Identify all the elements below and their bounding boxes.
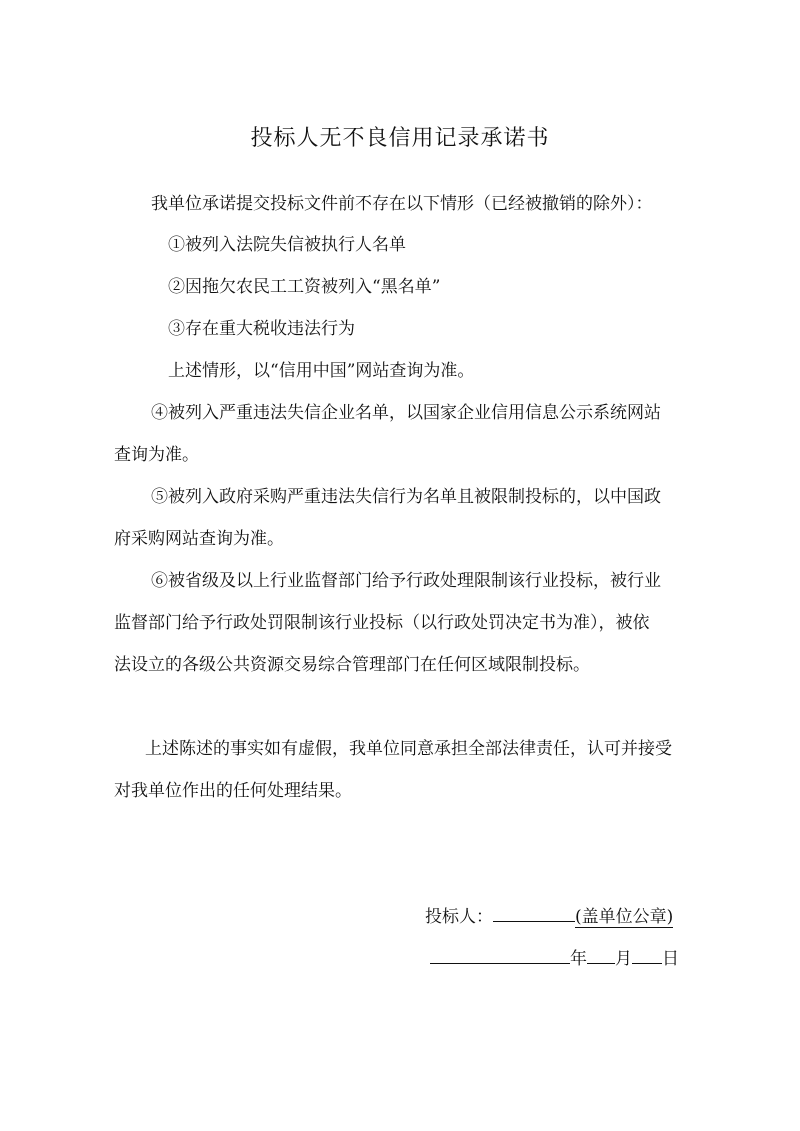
closing-line-2: 对我单位作出的任何处理结果。 [114, 781, 352, 801]
year-blank[interactable] [430, 945, 570, 964]
item-2: ②因拖欠农民工工资被列入“黑名单” [168, 277, 441, 297]
item-6-line-1: ⑥被省级及以上行业监督部门给予行政处理限制该行业投标，被行业 [151, 571, 661, 591]
closing-line-1: 上述陈述的事实如有虚假，我单位同意承担全部法律责任，认可并接受 [145, 739, 672, 759]
month-label: 月 [615, 949, 632, 969]
bidder-name-blank[interactable] [493, 903, 575, 922]
item-5-line-2: 府采购网站查询为准。 [114, 529, 284, 549]
bidder-label: 投标人： [425, 907, 493, 927]
note-items-1-3: 上述情形，以“信用中国”网站查询为准。 [168, 361, 475, 381]
year-label: 年 [570, 949, 587, 969]
item-6-line-3: 法设立的各级公共资源交易综合管理部门在任何区域限制投标。 [114, 655, 590, 675]
month-blank[interactable] [587, 945, 615, 964]
item-3: ③存在重大税收违法行为 [168, 319, 355, 339]
day-blank[interactable] [632, 945, 662, 964]
item-6-line-2: 监督部门给予行政处罚限制该行业投标（以行政处罚决定书为准），被依 [114, 613, 650, 633]
seal-note: (盖单位公章) [575, 907, 674, 927]
date-row [430, 945, 679, 971]
document-title: 投标人无不良信用记录承诺书 [250, 126, 550, 151]
bidder-signature-row [425, 903, 673, 929]
item-1: ①被列入法院失信被执行人名单 [168, 235, 406, 255]
item-5-line-1: ⑤被列入政府采购严重违法失信行为名单且被限制投标的，以中国政 [151, 487, 661, 507]
item-4-line-1: ④被列入严重违法失信企业名单，以国家企业信用信息公示系统网站 [151, 403, 661, 423]
intro-paragraph: 我单位承诺提交投标文件前不存在以下情形（已经被撤销的除外）： [151, 194, 653, 214]
day-label: 日 [662, 949, 679, 969]
item-4-line-2: 查询为准。 [114, 445, 199, 465]
